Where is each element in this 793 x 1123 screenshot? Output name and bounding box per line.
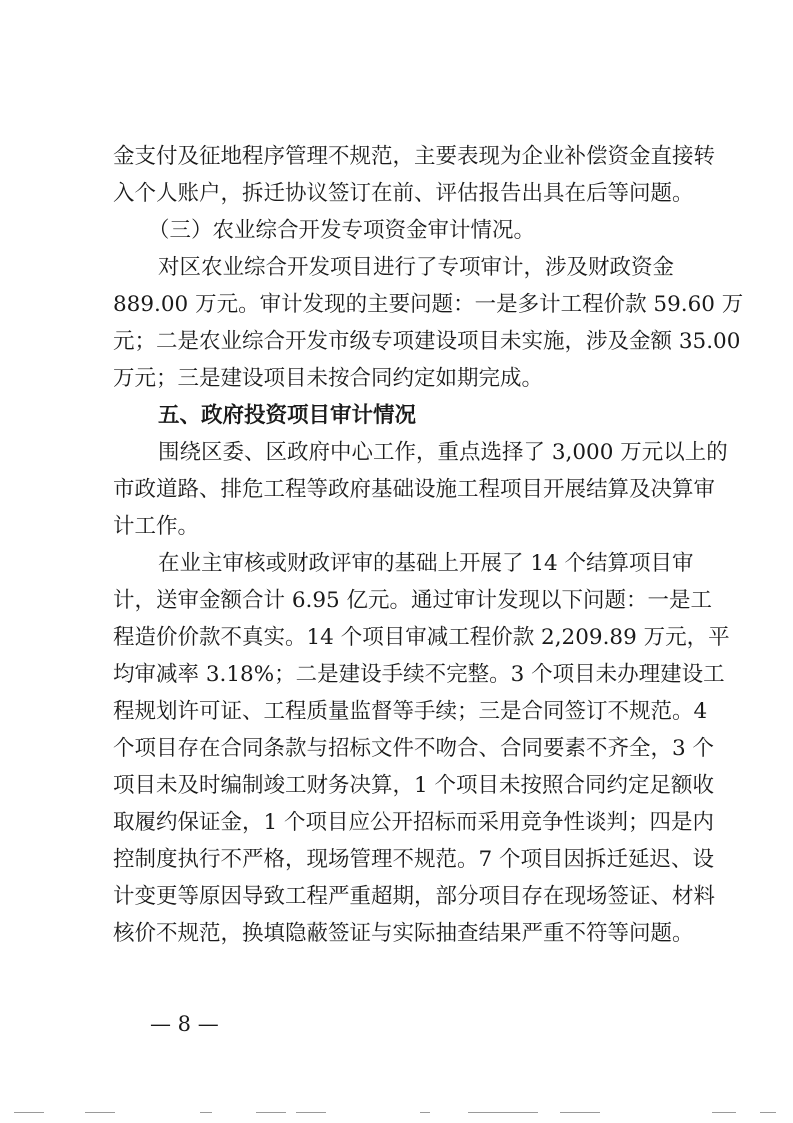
text-line: 计，送审金额合计 6.95 亿元。通过审计发现以下问题：一是工 [113,588,713,613]
text-line: 个项目存在合同条款与招标文件不吻合、合同要素不齐全，3 个 [113,736,715,761]
text-line: 万元；三是建设项目未按合同约定如期完成。 [113,366,544,391]
text-line: 围绕区委、区政府中心工作，重点选择了 3,000 万元以上的 [158,440,728,465]
text-line: 控制度执行不严格，现场管理不规范。7 个项目因拆迁延迟、设 [113,847,715,872]
text-line: 计变更等原因导致工程严重超期，部分项目存在现场签证、材料 [113,884,716,909]
section-heading: （三）农业综合开发专项资金审计情况。 [148,218,536,243]
scan-artifact [560,1112,600,1113]
text-line: 程造价价款不真实。14 个项目审减工程价款 2,209.89 万元，平 [113,625,730,650]
text-line: 市政道路、排危工程等政府基础设施工程项目开展结算及决算审 [113,477,716,502]
text-line: 在业主审核或财政评审的基础上开展了 14 个结算项目审 [158,551,694,576]
scan-artifact [256,1112,286,1113]
scan-artifact [200,1112,212,1113]
scan-artifact [712,1112,736,1113]
text-line: 计工作。 [113,514,200,539]
section-heading: 五、政府投资项目审计情况 [158,403,417,428]
scan-artifact [296,1112,326,1113]
text-line: 对区农业综合开发项目进行了专项审计，涉及财政资金 [158,255,675,280]
scan-artifact [14,1112,44,1113]
text-line: 均审减率 3.18%；二是建设手续不完整。3 个项目未办理建设工 [113,662,725,687]
text-line: 项目未及时编制竣工财务决算，1 个项目未按照合同约定足额收 [113,773,715,798]
scan-artifact [420,1112,430,1113]
scan-artifact [468,1112,538,1113]
text-line: 核价不规范，换填隐蔽签证与实际抽查结果严重不符等问题。 [113,921,694,946]
text-line: 取履约保证金，1 个项目应公开招标而采用竞争性谈判；四是内 [113,810,715,835]
scan-artifact [85,1112,115,1113]
text-line: 元；二是农业综合开发市级专项建设项目未实施，涉及金额 35.00 [113,329,741,354]
page-number: — 8 — [150,1012,219,1036]
scan-artifact [760,1112,776,1113]
text-line: 程规划许可证、工程质量监督等手续；三是合同签订不规范。4 [113,699,708,724]
text-line: 889.00 万元。审计发现的主要问题：一是多计工程价款 59.60 万 [113,292,744,317]
text-line: 金支付及征地程序管理不规范，主要表现为企业补偿资金直接转 [113,144,716,169]
text-line: 入个人账户，拆迁协议签订在前、评估报告出具在后等问题。 [113,181,694,206]
